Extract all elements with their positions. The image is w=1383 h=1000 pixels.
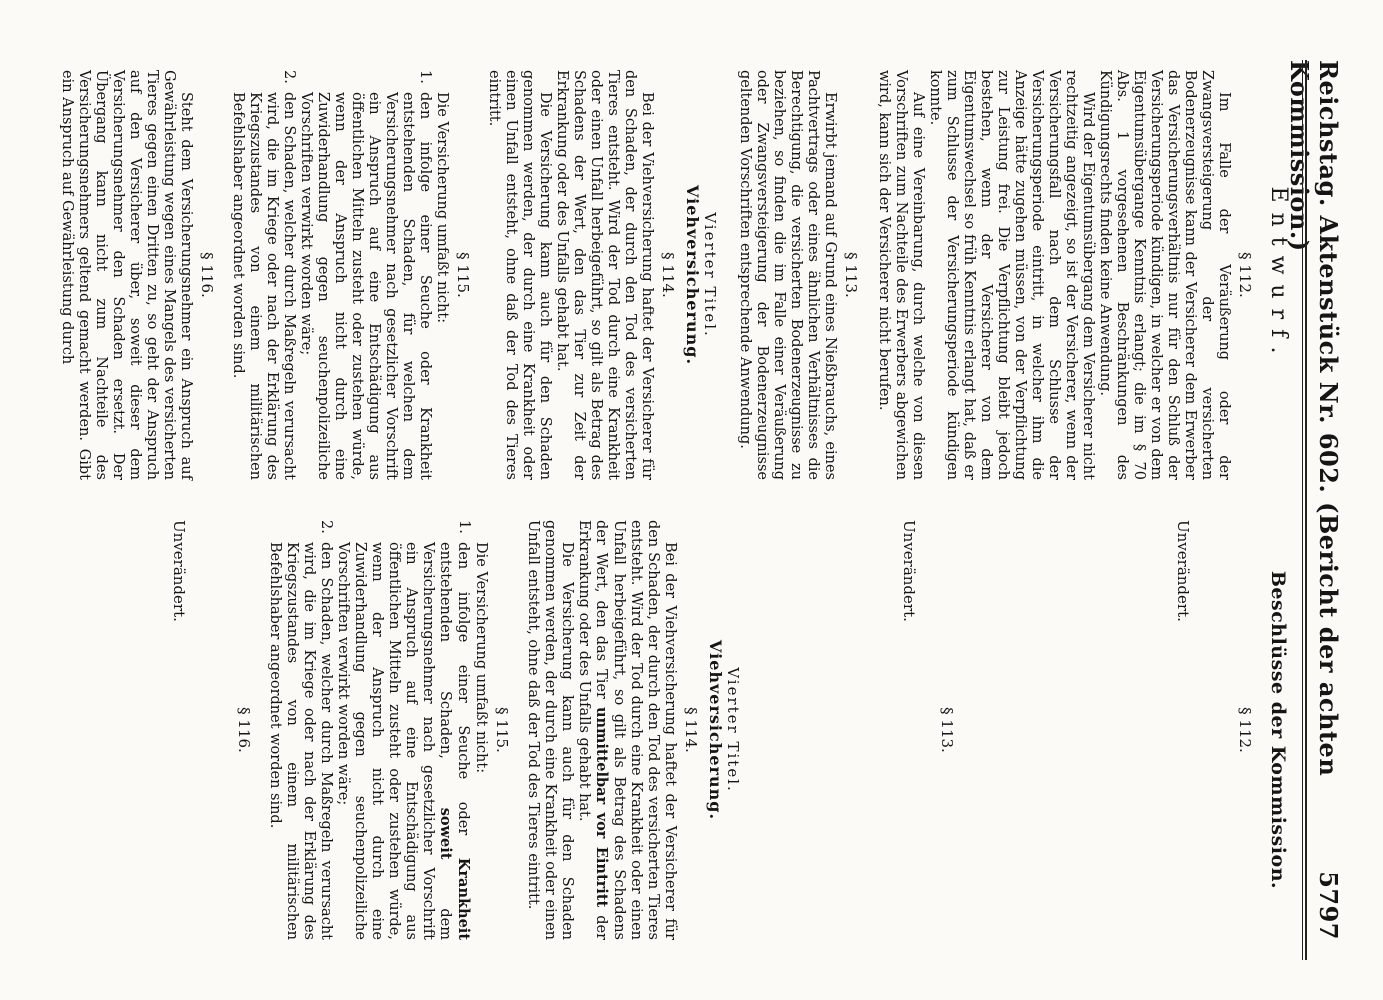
section-112-para-2: Wird der Eigentumsübergang dem Versicherer nicht rechtzeitig angezeigt, so ist der Versicherer, wenn der Versicherungsfall nach dem Schlusse der Versicherungsperiode eintritt, in welcher ihm die Anzeige hätte zugehen müssen, von der Verpflichtung zur Leistung frei. Die Verpflichtung bleibt jedoch bestehen, wenn der Versicherer von dem Eigentumswechsel so früh Kenntnis erlangt hat, daß er zum Schlusse der Versicherungsperiode kündigen konnte. <box>927 70 1096 480</box>
right-column-title: Beschlüsse der Kommission. <box>1267 570 1289 890</box>
unchanged-note: Unverändert. <box>1174 520 1192 622</box>
section-115-intro: Die Versicherung umfaßt nicht: <box>473 542 489 774</box>
right-column <box>1174 520 1261 940</box>
section-116-para: Steht dem Versicherungsnehmer ein Anspruch auf Gewährleistung wegen eines Mangels des versicherten Tieres gegen einen Dritten zu, so geht der Anspruch auf den Versicherer über, soweit dieser dem Versicherungsnehmer den Schaden ersetzt. Der Übergang kann nicht zum Nachteile des Versicherungsnehmers geltend gemacht werden. Gibt ein Anspruch auf Gewährleistung durch <box>59 70 194 480</box>
header-rule-thin <box>1302 60 1303 960</box>
section-114-para-2: Die Versicherung kann auch für den Schaden genommen werden, der durch eine Krankheit oder einen Unfall entsteht, ohne daß der Tod des Tieres eintritt. <box>525 520 575 940</box>
chapter-title: Vierter Titel. <box>724 667 742 793</box>
list-item: 1. den infolge einer Seuche oder Krankheit entstehenden Schaden, für welchen dem Versicherungsnehmer nach gesetzlicher Vorschrift ein Anspruch auf eine Entschädigung aus öffentlichen Mitteln zusteht oder zustehen würde, wenn der Anspruch nicht durch eine Zuwiderhandlung gegen seuchenpolizeiliche Vorschriften verwirkt worden wäre; <box>298 70 433 480</box>
right-column-113 <box>934 520 963 940</box>
unchanged-note: Unverändert. <box>170 520 188 622</box>
emphasis: Krankheit <box>455 857 472 941</box>
section-114-para-1: Bei der Viehversicherung haftet der Versicherer für den Schaden, der durch den Tod des versicherten Tieres entsteht. Wird der Tod durch eine Krankheit oder einen Unfall herbeigeführt, so gilt als Betrag des Schadens der Wert, den das Tier unmittelbar vor Eintritt der Erkrankung oder des Unfalls gehabt hat. <box>576 520 678 941</box>
section-112-heading: § 112. <box>1236 707 1254 753</box>
page-number: 5797 <box>1314 871 1343 940</box>
section-112-heading: § 112. <box>1236 252 1254 298</box>
section-114-heading: § 114. <box>659 252 677 298</box>
section-115-heading: § 115. <box>493 707 511 753</box>
left-column-title: Entwurf. <box>1266 186 1291 364</box>
section-114-para-2: Die Versicherung kann auch für den Schaden genommen werden, der durch eine Krankheit oder einen Unfall entsteht, ohne daß der Tod des Tieres eintritt. <box>486 70 553 480</box>
emphasis: soweit <box>437 807 454 860</box>
list-item: 2. den Schaden, welcher durch Maßregeln verursacht wird, die im Kriege oder nach der Erklärung des Kriegszustandes von einem militärischen Befehlshaber angeordnet worden sind. <box>230 70 297 480</box>
section-115-list <box>266 520 472 940</box>
header-rule <box>1305 60 1307 960</box>
list-item: 1. den infolge einer Seuche oder Krankheit entstehenden Schaden, soweit dem Versicherungsnehmer nach gesetzlicher Vorschrift ein Anspruch auf eine Entschädigung aus öffentlichen Mitteln zusteht oder zustehen würde, wenn der Anspruch nicht durch eine Zuwiderhandlung gegen seuchenpolizeiliche Vorschriften verwirkt worden wäre; <box>335 520 472 941</box>
section-112-para-1: Im Falle der Veräußerung oder der Zwangsversteigerung der versicherten Bodenerzeugnisse kann der Versicherer dem Erwerber das Versicherungsverhältnis nur für den Schluß der Versicherungsperiode kündigen, in welcher er von dem Eigentumsübergange Kenntnis erlangt; die im § 70 Abs. 1 vorgesehenen Beschränkungen des Kündigungsrechts finden keine Anwendung. <box>1097 70 1232 480</box>
section-115-intro: Die Versicherung umfaßt nicht: <box>434 92 450 324</box>
chapter-subtitle: Viehversicherung. <box>683 184 702 366</box>
emphasis: unmittelbar vor Eintritt <box>593 706 610 908</box>
chapter-title: Vierter Titel. <box>701 212 719 338</box>
section-113-heading: § 113. <box>938 707 956 753</box>
chapter-subtitle: Viehversicherung. <box>706 639 725 821</box>
section-112-para-3: Auf eine Vereinbarung, durch welche von diesen Vorschriften zum Nachteile des Erwerbers abgewichen wird, kann sich der Versicherer nicht berufen. <box>876 70 926 480</box>
section-113-para: Erwirbt jemand auf Grund eines Nießbrauchs, eines Pachtvertrags oder eines ähnlichen Verhältnisses die Berechtigung, die versicherten Bodenerzeugnisse zu beziehen, so finden die im Falle einer Veräußerung oder Zwangsversteigerung der Bodenerzeugnisse geltenden Vorschriften entsprechende Anwendung. <box>737 70 838 480</box>
section-114-heading: § 114. <box>682 707 700 753</box>
section-113-heading: § 113. <box>842 252 860 298</box>
section-115-heading: § 115. <box>454 252 472 298</box>
header-title: Reichstag. Aktenstück Nr. 602. (Bericht der achten Kommission.) <box>1285 60 1343 777</box>
list-item: 2. den Schaden, welcher durch Maßregeln verursacht wird, die im Kriege oder nach der Erklärung des Kriegszustandes von einem militärischen Befehlshaber angeordnet worden sind. <box>267 520 334 940</box>
page-header <box>1285 60 1343 940</box>
section-116-heading: § 116. <box>198 252 216 298</box>
section-115-list <box>229 70 433 480</box>
unchanged-note: Unverändert. <box>900 520 918 622</box>
left-column <box>58 70 1261 480</box>
section-114-para-1: Bei der Viehversicherung haftet der Versicherer für den Schaden, der durch den Tod des versicherten Tieres entsteht. Wird der Tod durch eine Krankheit oder einen Unfall herbeigeführt, so gilt als Betrag des Schadens der Wert, den das Tier zur Zeit der Erkrankung oder des Unfalls gehabt hat. <box>554 70 655 480</box>
right-column-114 <box>231 520 741 940</box>
section-116-heading: § 116. <box>235 707 253 753</box>
